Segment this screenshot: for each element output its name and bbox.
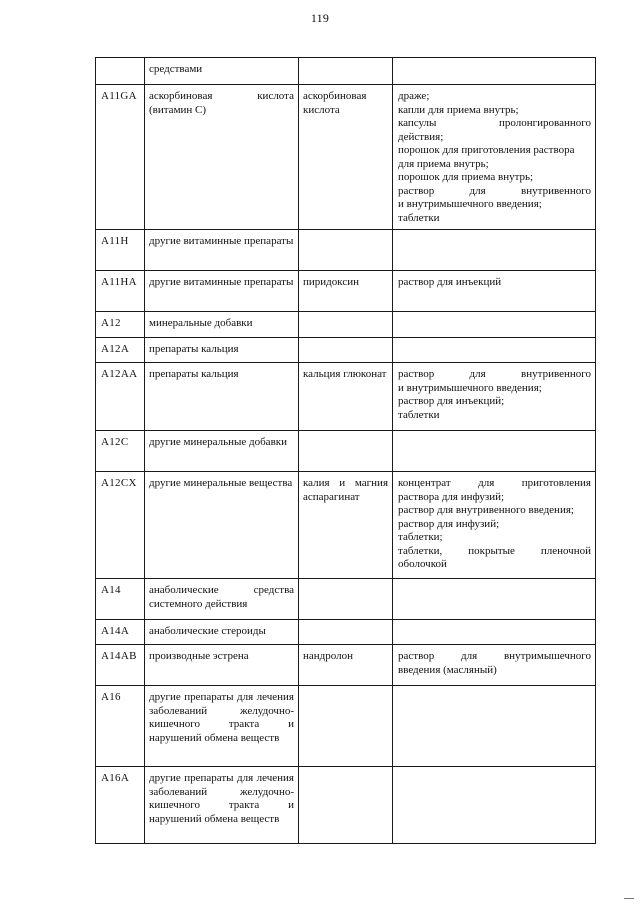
dosage-form-line: раствор для внутримышечного — [398, 650, 591, 662]
atc-code-cell: A16 — [96, 686, 145, 767]
dosage-form-line: таблетки — [398, 408, 440, 421]
substance-cell: калия и магния аспарагинат — [299, 472, 393, 579]
dosage-form-line: раствор для инъекций — [398, 276, 502, 288]
dosage-form-line: капсулы пролонгированного — [398, 117, 591, 129]
dosage-form-line: действия; — [398, 130, 444, 143]
table-row — [96, 472, 596, 579]
table-row — [96, 230, 596, 271]
substance-cell — [299, 338, 393, 363]
table-row — [96, 271, 596, 312]
table-row — [96, 58, 596, 85]
dosage-forms-cell — [393, 230, 596, 271]
dosage-form-line: капли для приема внутрь; — [398, 103, 519, 116]
group-name-cell: препараты кальция — [145, 338, 299, 363]
dosage-form-line: раствор для инъекций; — [398, 395, 505, 407]
dosage-form-line: и внутримышечного введения; — [398, 381, 542, 394]
dosage-form-line: таблетки — [398, 211, 440, 224]
atc-code-cell — [96, 58, 145, 85]
group-name-cell: средствами — [145, 58, 299, 85]
scan-edge-mark — [624, 898, 634, 901]
atc-code-cell: A16A — [96, 767, 145, 844]
dosage-forms-cell — [393, 312, 596, 338]
dosage-forms-cell — [393, 58, 596, 85]
dosage-form-line: раствор для инфузий; — [398, 517, 500, 530]
dosage-forms-cell — [393, 472, 596, 579]
dosage-form-line: раствор для внутривенного — [398, 184, 591, 197]
dosage-forms-cell — [393, 686, 596, 767]
dosage-forms-cell — [393, 363, 596, 431]
atc-code-cell: A12A — [96, 338, 145, 363]
dosage-forms-cell — [393, 767, 596, 844]
substance-cell: нандролон — [299, 645, 393, 686]
page-number: 119 — [310, 11, 330, 25]
atc-code-cell: A12AA — [96, 363, 145, 431]
group-name-cell: другие минеральные вещества — [145, 472, 299, 579]
atc-code-cell: A12 — [96, 312, 145, 338]
group-name-cell: минеральные добавки — [145, 312, 299, 338]
table-row — [96, 767, 596, 844]
drug-classification-table — [95, 57, 596, 844]
table-row — [96, 363, 596, 431]
table-row — [96, 620, 596, 645]
atc-code-cell: A12CX — [96, 472, 145, 579]
group-name-cell: другие витаминные препараты — [145, 230, 299, 271]
group-name-cell: аскорбиновая кислота (витамин С) — [145, 85, 299, 230]
group-name-cell: другие минеральные добавки — [145, 431, 299, 472]
group-name-cell: анаболические средства системного действия — [145, 579, 299, 620]
dosage-form-line: таблетки; — [398, 531, 443, 543]
dosage-form-line: концентрат для приготовления — [398, 477, 591, 489]
atc-code-cell: A14 — [96, 579, 145, 620]
dosage-forms-cell — [393, 85, 596, 230]
atc-code-cell: A11GA — [96, 85, 145, 230]
table-row — [96, 645, 596, 686]
dosage-form-line: раствора для инфузий; — [398, 490, 505, 503]
atc-code-cell: A14A — [96, 620, 145, 645]
substance-cell: пиридоксин — [299, 271, 393, 312]
group-name-cell: другие препараты для лечения заболеваний желудочно-кишечного тракта и нарушений обмена веществ — [145, 686, 299, 767]
dosage-form-line: порошок для приема внутрь; — [398, 171, 534, 183]
dosage-form-line: раствор для внутривенного — [398, 368, 591, 380]
dosage-forms-cell — [393, 338, 596, 363]
atc-code-cell: A11HA — [96, 271, 145, 312]
dosage-form-line: драже; — [398, 90, 430, 102]
substance-cell — [299, 579, 393, 620]
atc-code-cell: A11H — [96, 230, 145, 271]
group-name-cell: производные эстрена — [145, 645, 299, 686]
dosage-form-line: введения (масляный) — [398, 663, 497, 676]
dosage-forms-cell — [393, 645, 596, 686]
dosage-form-line: оболочкой — [398, 558, 447, 570]
dosage-form-line: таблетки, покрытые пленочной — [398, 544, 591, 557]
dosage-forms-cell — [393, 271, 596, 312]
substance-cell — [299, 767, 393, 844]
dosage-form-line: для приема внутрь; — [398, 157, 489, 170]
table-row — [96, 85, 596, 230]
substance-cell: кальция глюконат — [299, 363, 393, 431]
substance-cell: аскорбиновая кислота — [299, 85, 393, 230]
substance-cell — [299, 230, 393, 271]
dosage-forms-cell — [393, 579, 596, 620]
group-name-cell: препараты кальция — [145, 363, 299, 431]
dosage-form-line: и внутримышечного введения; — [398, 198, 542, 210]
dosage-forms-cell — [393, 620, 596, 645]
table-row — [96, 431, 596, 472]
atc-code-cell: A12C — [96, 431, 145, 472]
group-name-cell: другие препараты для лечения заболеваний желудочно-кишечного тракта и нарушений обмена веществ — [145, 767, 299, 844]
substance-cell — [299, 686, 393, 767]
group-name-cell: анаболические стероиды — [145, 620, 299, 645]
table-row — [96, 312, 596, 338]
substance-cell — [299, 312, 393, 338]
atc-code-cell: A14AB — [96, 645, 145, 686]
group-name-cell: другие витаминные препараты — [145, 271, 299, 312]
substance-cell — [299, 431, 393, 472]
dosage-form-line: раствор для внутривенного введения; — [398, 504, 574, 516]
substance-cell — [299, 58, 393, 85]
table-row — [96, 338, 596, 363]
table-row — [96, 686, 596, 767]
dosage-forms-cell — [393, 431, 596, 472]
substance-cell — [299, 620, 393, 645]
dosage-form-line: порошок для приготовления раствора — [398, 144, 575, 156]
table-row — [96, 579, 596, 620]
